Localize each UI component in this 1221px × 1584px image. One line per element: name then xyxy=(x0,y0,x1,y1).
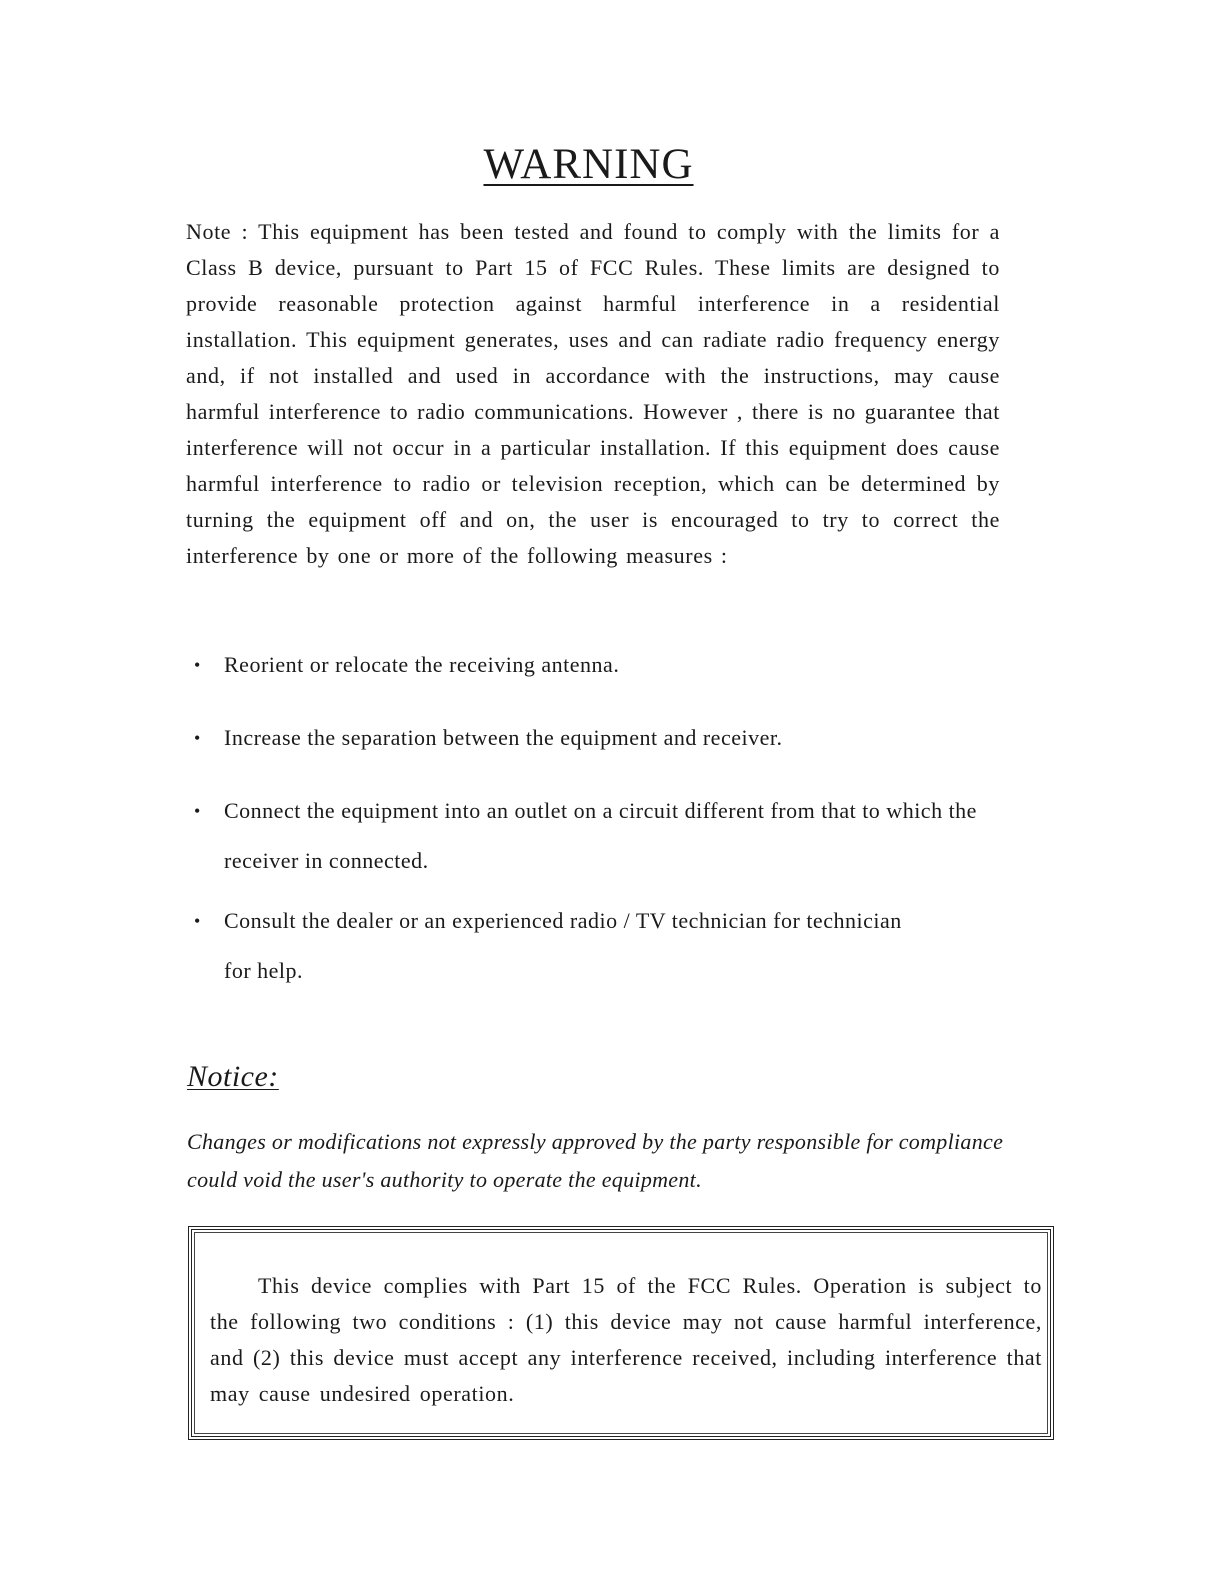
measure-text: Reorient or relocate the receiving antenna. xyxy=(224,652,620,677)
fcc-compliance-box xyxy=(188,1226,1054,1440)
bullet-icon: • xyxy=(194,728,201,748)
list-item xyxy=(186,896,1006,996)
bullet-icon: • xyxy=(194,911,201,931)
fcc-statement: This device complies with Part 15 of the FCC Rules. Operation is subject to the following two conditions : (1) this device may not cause harmful interference, and (2) this device must accept any interference received, including interference that may cause undesired operation. xyxy=(210,1273,1042,1406)
note-paragraph: Note : This equipment has been tested and found to comply with the limits for a Class B device, pursuant to Part 15 of FCC Rules. These limits are designed to provide reasonable protection against harmful interference in a residential installation. This equipment generates, uses and can radiate radio frequency energy and, if not installed and used in accordance with the instructions, may cause harmful interference to radio communications. However , there is no guarantee that interference will not occur in a particular installation. If this equipment does cause harmful interference to radio or television reception, which can be determined by turning the equipment off and on, the user is encouraged to try to correct the interference by one or more of the following measures : xyxy=(186,219,1000,568)
notice-text: Changes or modifications not expressly approved by the party responsible for compliance could void the user's authority to operate the equipment. xyxy=(187,1129,1004,1192)
measure-text: Increase the separation between the equipment and receiver. xyxy=(224,725,783,750)
list-item xyxy=(186,786,1006,886)
measure-text: Connect the equipment into an outlet on a circuit different from that to which the receiver in connected. xyxy=(224,798,977,873)
bullet-icon: • xyxy=(194,655,201,675)
list-item xyxy=(186,640,1006,690)
measure-text: Consult the dealer or an experienced radio / TV technician for technician for help. xyxy=(224,908,902,983)
warning-title: WARNING xyxy=(483,141,694,188)
bullet-icon: • xyxy=(194,801,201,821)
notice-title: Notice: xyxy=(187,1060,279,1093)
list-item xyxy=(186,713,1006,763)
